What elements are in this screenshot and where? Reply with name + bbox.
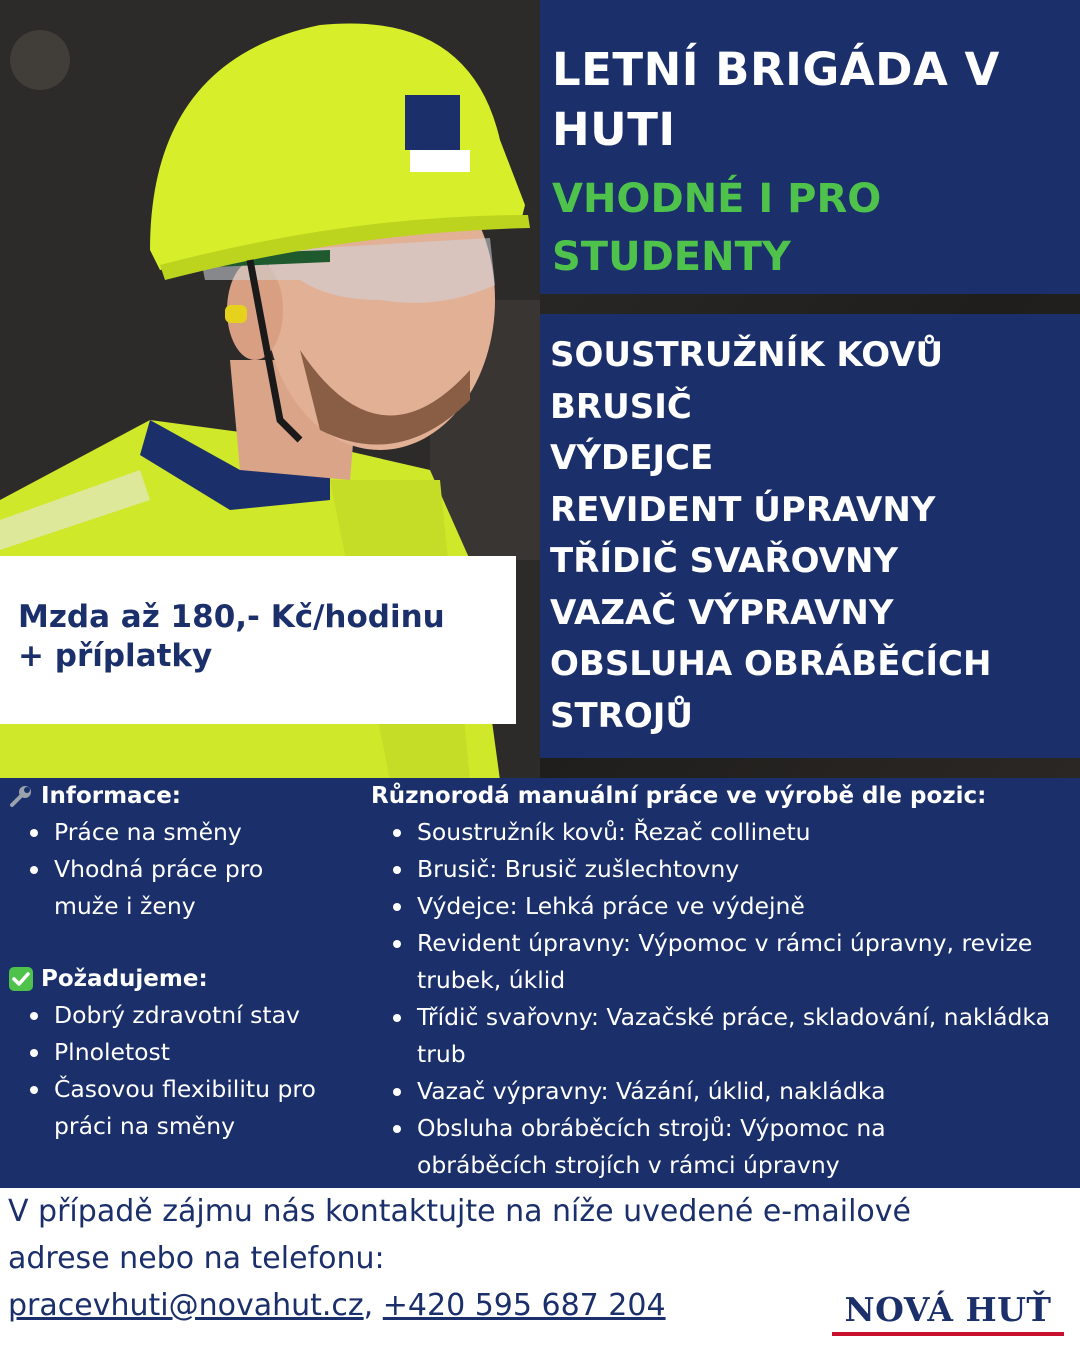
- list-item: Vazač výpravny: Vázání, úklid, nakládka: [371, 1073, 1076, 1110]
- list-item: Dobrý zdravotní stav: [8, 997, 378, 1034]
- positions-panel: [540, 314, 1080, 758]
- position-item: VAZAČ VÝPRAVNY: [550, 592, 894, 633]
- contact-line-1: V případě zájmu nás kontaktujte na níže uvedené e-mailové: [8, 1194, 911, 1229]
- list-item: Soustružník kovů: Řezač collinetu: [371, 814, 1076, 851]
- subtitle-line-1: VHODNÉ I PRO: [552, 176, 882, 222]
- position-item: TŘÍDIČ SVAŘOVNY: [550, 541, 899, 581]
- wage-box: [0, 556, 516, 724]
- page-title-line-1: LETNÍ BRIGÁDA V: [552, 43, 1000, 96]
- page-title-line-2: HUTI: [552, 103, 676, 156]
- list-item: Revident úpravny: Výpomoc v rámci úpravny, revize trubek, úklid: [371, 925, 1076, 999]
- position-item: BRUSIČ: [550, 386, 692, 427]
- position-item: STROJŮ: [550, 695, 694, 736]
- work-column: [371, 778, 1076, 1184]
- wrench-icon: [8, 783, 34, 809]
- list-item: Vhodná práce pro muže i ženy: [8, 851, 328, 925]
- helmet-label: [410, 150, 470, 172]
- email-link[interactable]: pracevhuti@novahut.cz: [8, 1288, 364, 1323]
- subtitle-line-2: STUDENTY: [552, 234, 791, 280]
- check-icon: [8, 966, 34, 992]
- nova-hut-logo: [832, 1290, 1064, 1336]
- background-light: [10, 30, 70, 90]
- info-section: [0, 778, 1080, 1188]
- phone-link[interactable]: +420 595 687 204: [382, 1288, 666, 1323]
- requirements-list: [8, 997, 378, 1145]
- work-list: [371, 814, 1076, 1184]
- requirements-heading-text: Požadujeme:: [41, 966, 208, 992]
- info-list: [8, 814, 378, 925]
- list-item: Časovou flexibilitu pro práci na směny: [8, 1071, 378, 1145]
- info-heading: [8, 778, 378, 814]
- position-item: SOUSTRUŽNÍK KOVŮ: [550, 335, 944, 375]
- contact-separator: ,: [363, 1288, 374, 1323]
- work-heading: Různorodá manuální práce ve výrobě dle pozic:: [371, 783, 987, 809]
- list-item: Obsluha obráběcích strojů: Výpomoc na obráběcích strojích v rámci úpravny: [371, 1110, 991, 1184]
- list-item: Třídič svařovny: Vazačské práce, skladování, nakládka trub: [371, 999, 1076, 1073]
- helmet-logo-icon: [405, 95, 460, 150]
- wage-line-2: + příplatky: [18, 638, 213, 674]
- wage-line-1: Mzda až 180,- Kč/hodinu: [18, 599, 445, 635]
- list-item: Plnoletost: [8, 1034, 378, 1071]
- list-item: Brusič: Brusič zušlechtovny: [371, 851, 1076, 888]
- logo-text: NOVÁ HUŤ: [844, 1290, 1052, 1329]
- list-item: Práce na směny: [8, 814, 378, 851]
- contact-line-2: adrese nebo na telefonu:: [8, 1241, 385, 1276]
- earplug: [225, 305, 247, 323]
- list-item: Výdejce: Lehká práce ve výdejně: [371, 888, 1076, 925]
- position-item: OBSLUHA OBRÁBĚCÍCH: [550, 644, 992, 684]
- position-item: REVIDENT ÚPRAVNY: [550, 489, 936, 530]
- logo-underline: [832, 1332, 1064, 1336]
- info-heading-text: Informace:: [41, 783, 181, 809]
- requirements-heading: [8, 961, 378, 997]
- position-item: VÝDEJCE: [550, 438, 714, 478]
- info-left-column: [8, 778, 378, 1145]
- title-panel: [540, 0, 1080, 294]
